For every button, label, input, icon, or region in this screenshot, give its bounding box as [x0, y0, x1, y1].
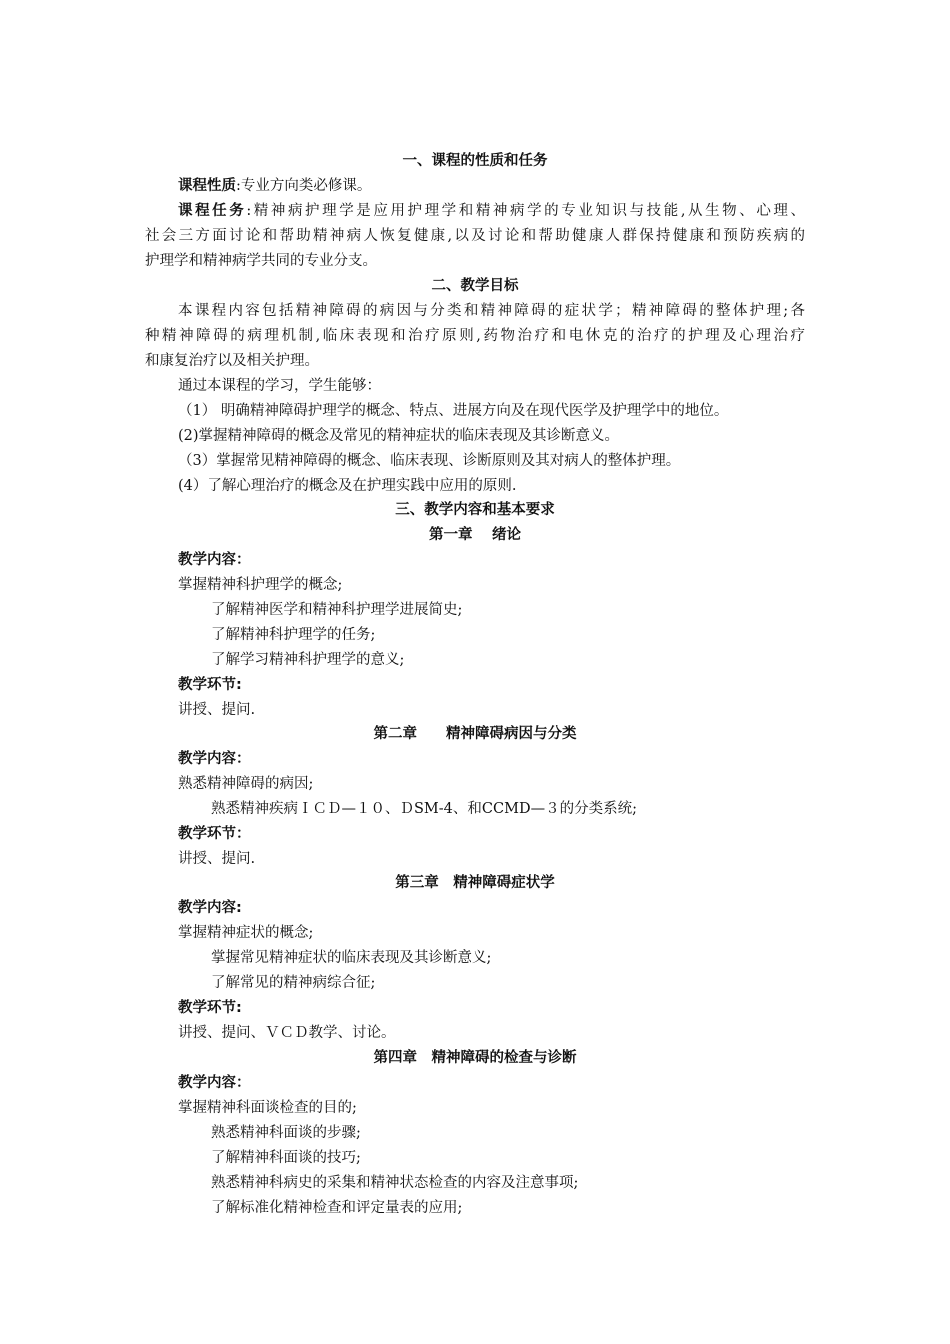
goal-line-1: 本课程内容包括精神障碍的病因与分类和精神障碍的症状学；精神障碍的整体护理;各 [178, 303, 805, 319]
course-task-text: :精神病护理学是应用护理学和精神病学的专业知识与技能,从生物、心理、 [246, 203, 805, 219]
course-task-line-1 [145, 201, 805, 221]
chapter-1-item-4: 了解学习精神科护理学的意义; [211, 652, 405, 668]
course-task-line-2: 社会三方面讨论和帮助精神病人恢复健康,以及讨论和帮助健康人群保持健康和预防疾病的 [145, 228, 805, 244]
section-title-1: 一、课程的性质和任务 [402, 153, 548, 169]
section-title-3: 三、教学内容和基本要求 [395, 502, 555, 518]
chapter-4-item-4: 熟悉精神科病史的采集和精神状态检查的内容及注意事项; [211, 1175, 579, 1191]
chapter-3-method: 讲授、提问、ＶＣＤ教学、讨论。 [178, 1025, 396, 1041]
course-task-line-3: 护理学和精神病学共同的专业分支。 [145, 253, 377, 269]
chapter-2-method: 讲授、提问. [178, 851, 256, 867]
chapter-4-item-3: 了解精神科面谈的技巧; [211, 1150, 361, 1166]
goal-item-1: （1） 明确精神障碍护理学的概念、特点、进展方向及在现代医学及护理学中的地位。 [178, 403, 729, 419]
goal-item-2: (2)掌握精神障碍的概念及常见的精神症状的临床表现及其诊断意义。 [178, 428, 620, 444]
chapter-1-item-1: 掌握精神科护理学的概念; [178, 577, 343, 593]
chapter-4-item-2: 熟悉精神科面谈的步骤; [211, 1125, 361, 1141]
goal-intro: 通过本课程的学习，学生能够： [178, 378, 381, 394]
course-task-label: 课程任务 [178, 203, 247, 219]
chapter-3-item-1: 掌握精神症状的概念; [178, 925, 314, 941]
goal-item-4: (4）了解心理治疗的概念及在护理实践中应用的原则. [178, 478, 517, 494]
chapter-1-item-3: 了解精神科护理学的任务; [211, 627, 376, 643]
goal-item-3: （3）掌握常见精神障碍的概念、临床表现、诊断原则及其对病人的整体护理。 [178, 453, 681, 469]
course-nature-label: 课程性质 [178, 178, 236, 194]
chapter-1-method: 讲授、提问. [178, 702, 256, 718]
chapter-3-item-3: 了解常见的精神病综合征; [211, 975, 376, 991]
chapter-4-title: 第四章 精神障碍的检查与诊断 [373, 1050, 577, 1066]
chapter-1-method-label: 教学环节: [178, 677, 242, 693]
chapter-2-method-label: 教学环节： [178, 826, 251, 842]
chapter-1-title: 第一章 绪论 [428, 527, 522, 543]
course-nature-text: :专业方向类必修课。 [236, 178, 372, 194]
chapter-1-content-label: 教学内容： [178, 552, 251, 568]
chapter-2-item-2: 熟悉精神疾病ＩＣＤ—１０、ＤSM-4、和CCMD—３的分类系统; [211, 801, 637, 817]
goal-line-2: 种精神障碍的病理机制,临床表现和治疗原则,药物治疗和电休克的治疗的护理及心理治疗 [145, 328, 805, 344]
chapter-1-item-2: 了解精神医学和精神科护理学进展简史; [211, 602, 463, 618]
chapter-4-item-1: 掌握精神科面谈检查的目的; [178, 1100, 357, 1116]
chapter-3-item-2: 掌握常见精神症状的临床表现及其诊断意义; [211, 950, 492, 966]
chapter-3-title: 第三章 精神障碍症状学 [395, 875, 555, 891]
section-title-2: 二、教学目标 [431, 278, 519, 294]
goal-line-3: 和康复治疗以及相关护理。 [145, 353, 319, 369]
chapter-3-method-label: 教学环节: [178, 1000, 242, 1016]
chapter-2-content-label: 教学内容： [178, 751, 251, 767]
chapter-2-item-1: 熟悉精神障碍的病因; [178, 776, 314, 792]
chapter-4-item-5: 了解标准化精神检查和评定量表的应用; [211, 1200, 463, 1216]
chapter-2-title: 第二章 精神障碍病因与分类 [373, 726, 577, 742]
chapter-4-content-label: 教学内容： [178, 1075, 251, 1091]
course-nature [178, 176, 371, 196]
chapter-3-content-label: 教学内容: [178, 900, 242, 916]
